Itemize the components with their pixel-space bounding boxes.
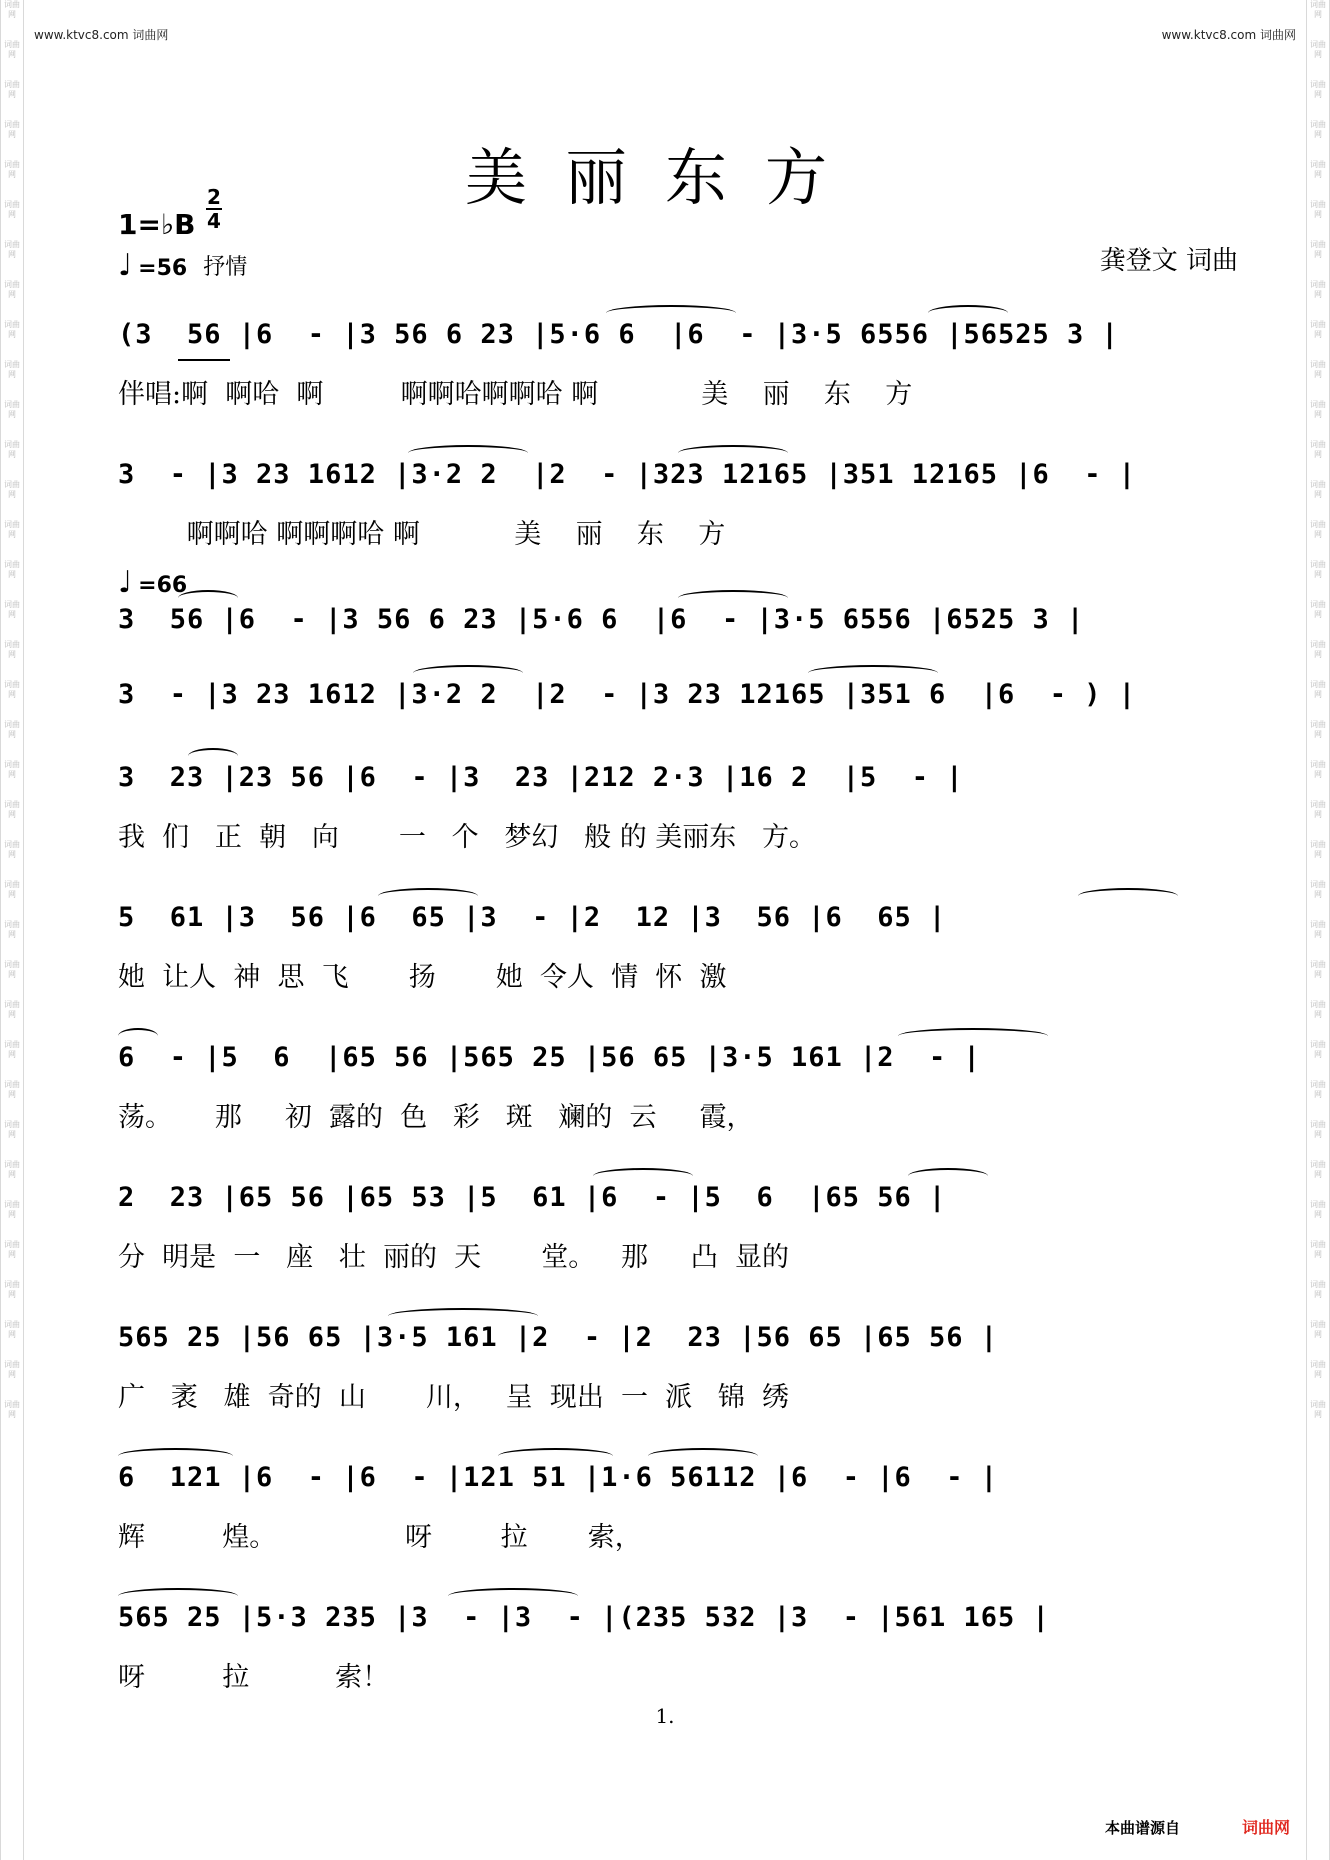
- slur: [178, 590, 238, 606]
- side-watermark-text: 词曲网: [4, 520, 20, 539]
- slur: [408, 445, 528, 461]
- time-signature-top: 2: [207, 185, 221, 209]
- side-watermark-text: 词曲网: [1310, 160, 1326, 179]
- side-watermark-text: 词曲网: [4, 1000, 20, 1019]
- slur: [808, 665, 938, 681]
- side-watermark-text: 词曲网: [1310, 1000, 1326, 1019]
- slur: [908, 1168, 988, 1184]
- notes-line-7: 6 - |5 6 |65 56 |565 25 |56 65 |3·5 161 |2 - |: [118, 1042, 981, 1073]
- side-watermark-text: 词曲网: [4, 1280, 20, 1299]
- footer-brand-link[interactable]: 词曲网: [1241, 1818, 1290, 1837]
- side-watermark-text: 词曲网: [1310, 1200, 1326, 1219]
- notes-line-10: 6 121 |6 - |6 - |121 51 |1·6 56112 |6 - |6 - |: [118, 1462, 999, 1493]
- side-watermark-text: 词曲网: [1310, 480, 1326, 499]
- score-line-8: [118, 1178, 1216, 1226]
- lyrics-line-9: 广 袤 雄 奇的 山 川， 呈 现出 一 派 锦 绣: [118, 1382, 790, 1411]
- side-watermark-text: 词曲网: [1310, 1320, 1326, 1339]
- side-watermark-text: 词曲网: [1310, 520, 1326, 539]
- slur: [606, 305, 736, 321]
- tempo-value-1: =56: [138, 256, 188, 281]
- song-title: 美丽东方: [464, 141, 865, 214]
- score-line-4: [118, 675, 1216, 723]
- slur: [118, 1028, 158, 1044]
- time-signature-bottom: 4: [207, 209, 221, 233]
- key-signature: 1=♭B: [118, 208, 196, 241]
- side-watermark-text: 词曲网: [4, 1160, 20, 1179]
- side-watermark-text: 词曲网: [1310, 880, 1326, 899]
- tempo-marking-1: [118, 250, 247, 281]
- side-watermark-text: 词曲网: [1310, 760, 1326, 779]
- side-watermark-text: 词曲网: [4, 1320, 20, 1339]
- side-watermark-text: 词曲网: [4, 1360, 20, 1379]
- notes-line-3: 3 56 |6 - |3 56 6 23 |5·6 6 |6 - |3·5 6556 |6525 3 |: [118, 604, 1085, 635]
- side-watermark-text: 词曲网: [4, 800, 20, 819]
- side-watermark-text: 词曲网: [1310, 120, 1326, 139]
- side-watermark-text: 词曲网: [4, 600, 20, 619]
- score-line-1: [118, 315, 1216, 363]
- site-url-right: www.ktvc8.com 词曲网: [1161, 28, 1296, 42]
- slur: [413, 665, 523, 681]
- side-watermark-text: 词曲网: [1310, 800, 1326, 819]
- side-watermark-text: 词曲网: [4, 1120, 20, 1139]
- side-watermark-text: 词曲网: [4, 360, 20, 379]
- composer-credit: 龚登文 词曲: [1099, 246, 1238, 276]
- lyrics-line-2: 啊啊哈 啊啊啊哈 啊 美 丽 东 方: [118, 519, 726, 548]
- slur: [678, 445, 788, 461]
- slur: [1078, 888, 1178, 904]
- side-watermark-text: 词曲网: [1310, 280, 1326, 299]
- side-watermark-text: 词曲网: [4, 240, 20, 259]
- slur: [118, 1448, 233, 1464]
- quarter-note-icon: ♩: [118, 565, 133, 600]
- beam: [178, 359, 230, 361]
- side-watermark-text: 词曲网: [1310, 1120, 1326, 1139]
- score-line-3: [118, 600, 1216, 648]
- side-watermark-text: 词曲网: [4, 1080, 20, 1099]
- side-watermark-text: 词曲网: [1310, 40, 1326, 59]
- side-watermark-text: 词曲网: [1310, 1240, 1326, 1259]
- left-watermark-strip: [0, 0, 24, 1860]
- side-watermark-text: 词曲网: [4, 960, 20, 979]
- side-watermark-text: 词曲网: [4, 280, 20, 299]
- score-line-10: [118, 1458, 1216, 1506]
- score-line-11: [118, 1598, 1216, 1646]
- slur: [118, 1588, 238, 1604]
- side-watermark-text: 词曲网: [4, 680, 20, 699]
- score-line-5: [118, 758, 1216, 806]
- lyrics-line-8: 分 明是 一 座 壮 丽的 天 堂。 那 凸 显的: [118, 1242, 790, 1271]
- side-watermark-text: 词曲网: [4, 40, 20, 59]
- side-watermark-text: 词曲网: [1310, 1280, 1326, 1299]
- side-watermark-text: 词曲网: [1310, 1040, 1326, 1059]
- side-watermark-text: 词曲网: [4, 120, 20, 139]
- slur: [593, 1168, 693, 1184]
- side-watermark-text: 词曲网: [1310, 200, 1326, 219]
- notes-line-6: 5 61 |3 56 |6 65 |3 - |2 12 |3 56 |6 65 |: [118, 902, 947, 933]
- notes-line-2: 3 - |3 23 1612 |3·2 2 |2 - |323 12165 |351 12165 |6 - |: [118, 459, 1137, 490]
- side-watermark-text: 词曲网: [4, 1200, 20, 1219]
- side-watermark-text: 词曲网: [4, 760, 20, 779]
- side-watermark-text: 词曲网: [1310, 920, 1326, 939]
- score-line-9: [118, 1318, 1216, 1366]
- side-watermark-text: 词曲网: [1310, 80, 1326, 99]
- lyrics-line-5: 我 们 正 朝 向 一 个 梦幻 般 的 美丽东 方。: [118, 822, 817, 851]
- site-url-left: www.ktvc8.com 词曲网: [34, 28, 169, 42]
- side-watermark-text: 词曲网: [1310, 360, 1326, 379]
- right-watermark-strip: [1306, 0, 1330, 1860]
- slur: [388, 1308, 538, 1324]
- slur: [498, 1448, 613, 1464]
- lyrics-line-1: 伴唱:啊 啊哈 啊 啊啊哈啊啊哈 啊 美 丽 东 方: [118, 379, 913, 408]
- side-watermark-text: 词曲网: [1310, 960, 1326, 979]
- score-line-6: [118, 898, 1216, 946]
- side-watermark-text: 词曲网: [4, 640, 20, 659]
- score-line-2: [118, 455, 1216, 503]
- slur: [678, 590, 788, 606]
- side-watermark-text: 词曲网: [4, 840, 20, 859]
- lyrics-line-10: 辉 煌。 呀 拉 索，: [118, 1522, 642, 1551]
- side-watermark-text: 词曲网: [1310, 840, 1326, 859]
- side-watermark-text: 词曲网: [1310, 0, 1326, 19]
- mood-marking: 抒情: [203, 255, 248, 280]
- side-watermark-text: 词曲网: [4, 200, 20, 219]
- side-watermark-text: 词曲网: [1310, 1080, 1326, 1099]
- side-watermark-text: 词曲网: [1310, 1400, 1326, 1419]
- side-watermark-text: 词曲网: [4, 1400, 20, 1419]
- side-watermark-text: 词曲网: [1310, 1160, 1326, 1179]
- lyrics-line-7: 荡。 那 初 露的 色 彩 斑 斓的 云 霞，: [118, 1102, 754, 1131]
- slur: [648, 1448, 758, 1464]
- side-watermark-text: 词曲网: [4, 880, 20, 899]
- side-watermark-text: 词曲网: [1310, 680, 1326, 699]
- notes-line-11: 565 25 |5·3 235 |3 - |3 - |(235 532 |3 - |561 165 |: [118, 1602, 1050, 1633]
- side-watermark-text: 词曲网: [4, 920, 20, 939]
- side-watermark-text: 词曲网: [4, 1040, 20, 1059]
- footer-source-label: 本曲谱源自: [1104, 1819, 1180, 1837]
- score-line-7: [118, 1038, 1216, 1086]
- time-signature: [206, 186, 222, 232]
- notes-line-1: (3 56 |6 - |3 56 6 23 |5·6 6 |6 - |3·5 6556 |56525 3 |: [118, 319, 1119, 350]
- side-watermark-text: 词曲网: [4, 80, 20, 99]
- tempo-marking-2: [118, 565, 188, 600]
- notes-line-9: 565 25 |56 65 |3·5 161 |2 - |2 23 |56 65 |65 56 |: [118, 1322, 999, 1353]
- page-number: 1.: [655, 1704, 675, 1728]
- side-watermark-text: 词曲网: [1310, 1360, 1326, 1379]
- slur: [188, 748, 238, 764]
- side-watermark-text: 词曲网: [1310, 720, 1326, 739]
- side-watermark-text: 词曲网: [4, 720, 20, 739]
- side-watermark-text: 词曲网: [4, 160, 20, 179]
- slur: [378, 888, 478, 904]
- tempo-value-2: =66: [138, 573, 188, 598]
- slur: [928, 305, 1008, 321]
- side-watermark-text: 词曲网: [1310, 400, 1326, 419]
- notes-line-8: 2 23 |65 56 |65 53 |5 61 |6 - |5 6 |65 56 |: [118, 1182, 947, 1213]
- side-watermark-text: 词曲网: [4, 400, 20, 419]
- lyrics-line-11: 呀 拉 索！: [118, 1662, 390, 1691]
- lyrics-line-6: 她 让人 神 思 飞 扬 她 令人 情 怀 激: [118, 962, 727, 991]
- side-watermark-text: 词曲网: [1310, 320, 1326, 339]
- side-watermark-text: 词曲网: [4, 480, 20, 499]
- side-watermark-text: 词曲网: [1310, 640, 1326, 659]
- side-watermark-text: 词曲网: [1310, 600, 1326, 619]
- side-watermark-text: 词曲网: [4, 320, 20, 339]
- side-watermark-text: 词曲网: [4, 0, 20, 19]
- side-watermark-text: 词曲网: [4, 1240, 20, 1259]
- slur: [898, 1028, 1048, 1044]
- side-watermark-text: 词曲网: [1310, 240, 1326, 259]
- slur: [448, 1588, 578, 1604]
- notes-line-5: 3 23 |23 56 |6 - |3 23 |212 2·3 |16 2 |5 - |: [118, 762, 964, 793]
- side-watermark-text: 词曲网: [1310, 560, 1326, 579]
- side-watermark-text: 词曲网: [4, 440, 20, 459]
- side-watermark-text: 词曲网: [4, 560, 20, 579]
- quarter-note-icon: ♩: [118, 248, 133, 283]
- side-watermark-text: 词曲网: [1310, 440, 1326, 459]
- notes-line-4: 3 - |3 23 1612 |3·2 2 |2 - |3 23 12165 |351 6 |6 - ) |: [118, 679, 1137, 710]
